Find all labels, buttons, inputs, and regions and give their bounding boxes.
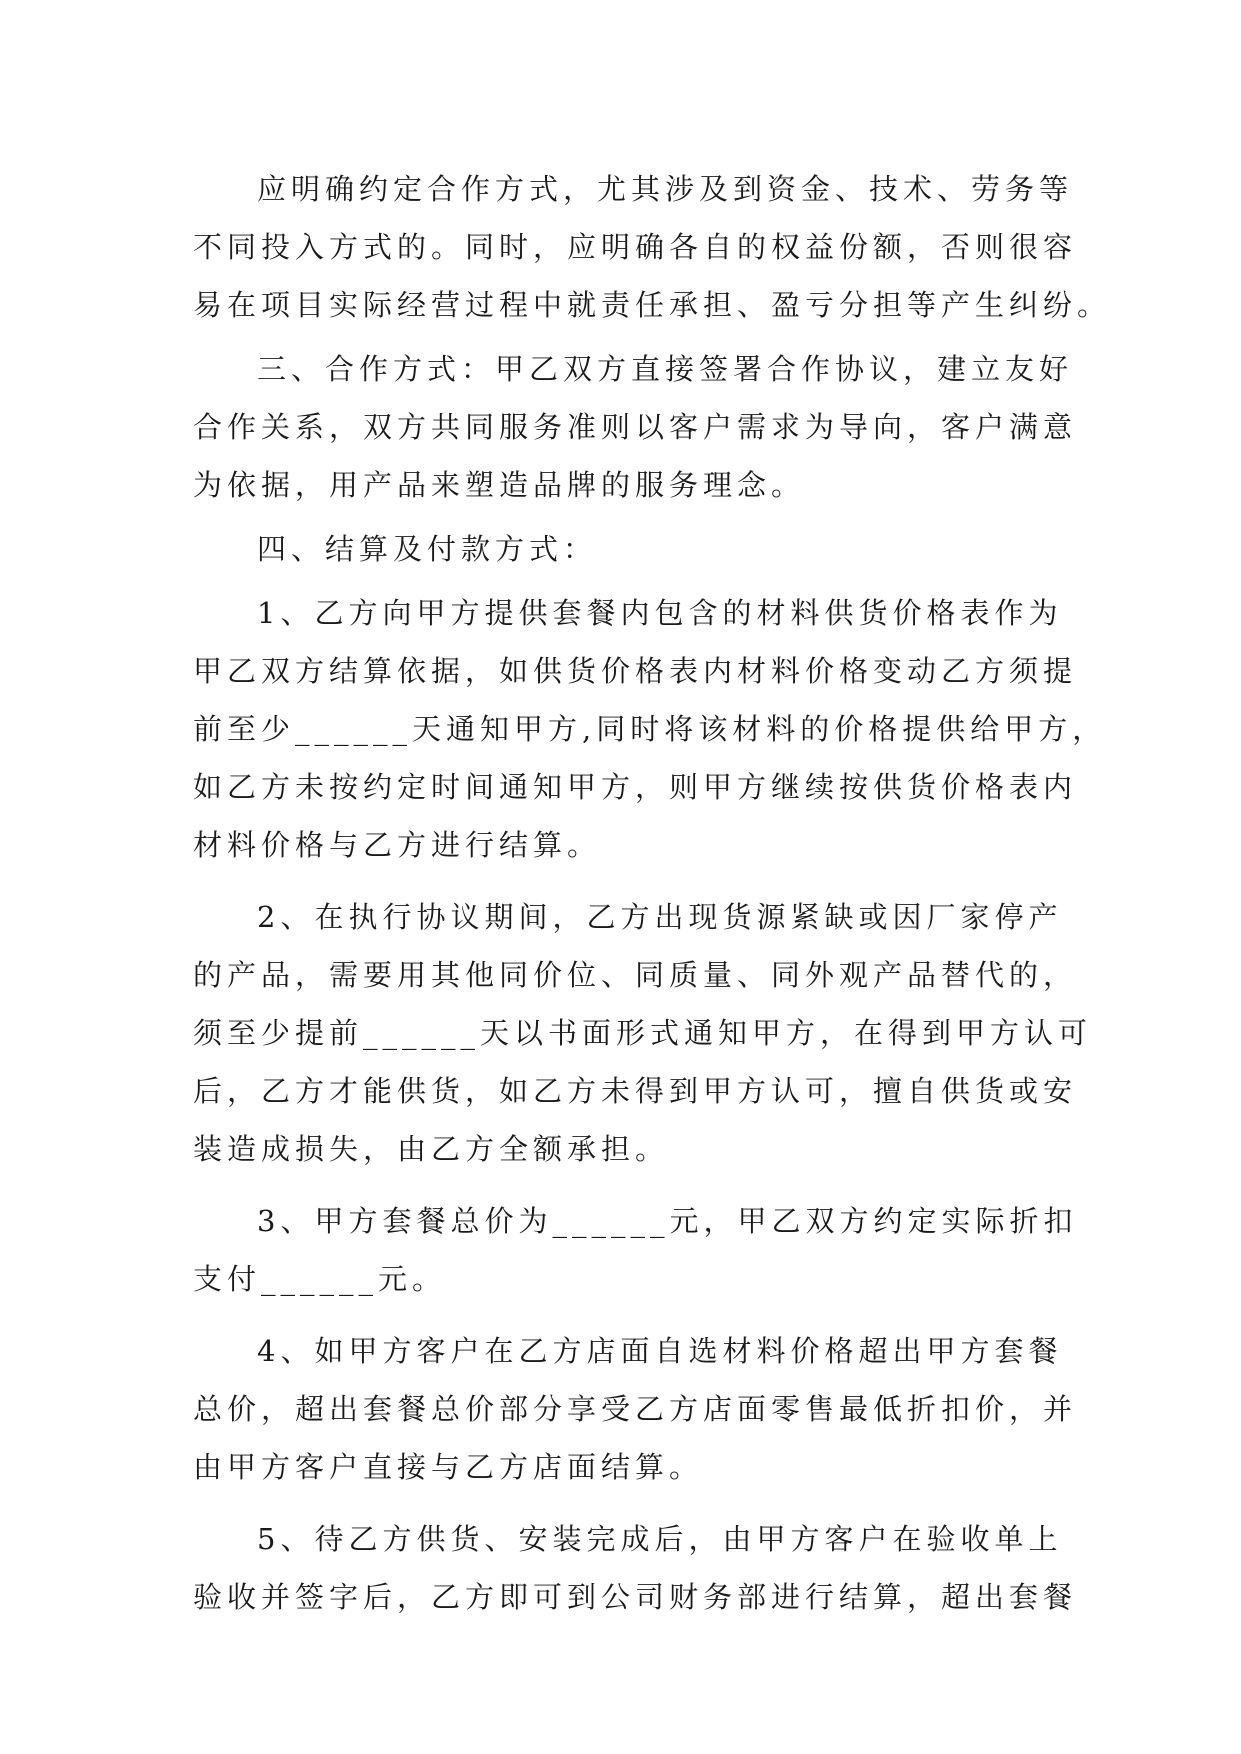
paragraph-item-5 [193,1510,1078,1626]
text-line: 后，乙方才能供货，如乙方未得到甲方认可，擅自供货或安 [193,1074,1078,1108]
text-line: 三、合作方式：甲乙双方直接签署合作协议，建立友好 [257,352,1074,386]
text-line: 的产品，需要用其他同价位、同质量、同外观产品替代的， [193,958,1078,992]
text-line: 支付______元。 [193,1262,447,1296]
text-line: 为依据，用产品来塑造品牌的服务理念。 [193,468,806,502]
text-line: 验收并签字后，乙方即可到公司财务部进行结算，超出套餐 [193,1580,1078,1614]
text-line: 前至少______天通知甲方,同时将该材料的价格提供给甲方， [193,712,1107,746]
paragraph-item-3 [193,1192,1078,1308]
text-line: 应明确约定合作方式，尤其涉及到资金、技术、劳务等 [257,172,1074,206]
text-line: 2、在执行协议期间，乙方出现货源紧缺或因厂家停产 [257,900,1063,934]
text-line: 材料价格与乙方进行结算。 [193,828,602,862]
text-line: 须至少提前______天以书面形式通知甲方，在得到甲方认可 [193,1016,1093,1050]
text-line: 不同投入方式的。同时，应明确各自的权益份额，否则很容 [193,230,1078,264]
text-line: 4、如甲方客户在乙方店面自选材料价格超出甲方套餐 [257,1334,1063,1368]
paragraph-item-1 [193,584,1107,874]
text-line: 总价，超出套餐总价部分享受乙方店面零售最低折扣价，并 [193,1392,1078,1426]
paragraph-item-2 [193,888,1093,1178]
text-line: 由甲方客户直接与乙方店面结算。 [193,1450,704,1484]
paragraph-cooperation-terms [193,160,1112,334]
document-body [193,160,1112,1626]
text-line: 5、待乙方供货、安装完成后，由甲方客户在验收单上 [257,1522,1063,1556]
text-line: 1、乙方向甲方提供套餐内包含的材料供货价格表作为 [257,596,1063,630]
text-line: 如乙方未按约定时间通知甲方，则甲方继续按供货价格表内 [193,770,1078,804]
text-line: 甲乙双方结算依据，如供货价格表内材料价格变动乙方须提 [193,654,1078,688]
text-line: 易在项目实际经营过程中就责任承担、盈亏分担等产生纠纷。 [193,288,1112,322]
text-line: 合作关系，双方共同服务准则以客户需求为导向，客户满意 [193,410,1078,444]
paragraph-section-four-heading [193,520,1061,578]
text-line: 装造成损失，由乙方全额承担。 [193,1132,670,1166]
text-line: 3、甲方套餐总价为______元，甲乙双方约定实际折扣 [257,1204,1078,1238]
section-heading: 四、结算及付款方式： [257,532,598,566]
paragraph-section-three [193,340,1078,514]
paragraph-item-4 [193,1322,1078,1496]
